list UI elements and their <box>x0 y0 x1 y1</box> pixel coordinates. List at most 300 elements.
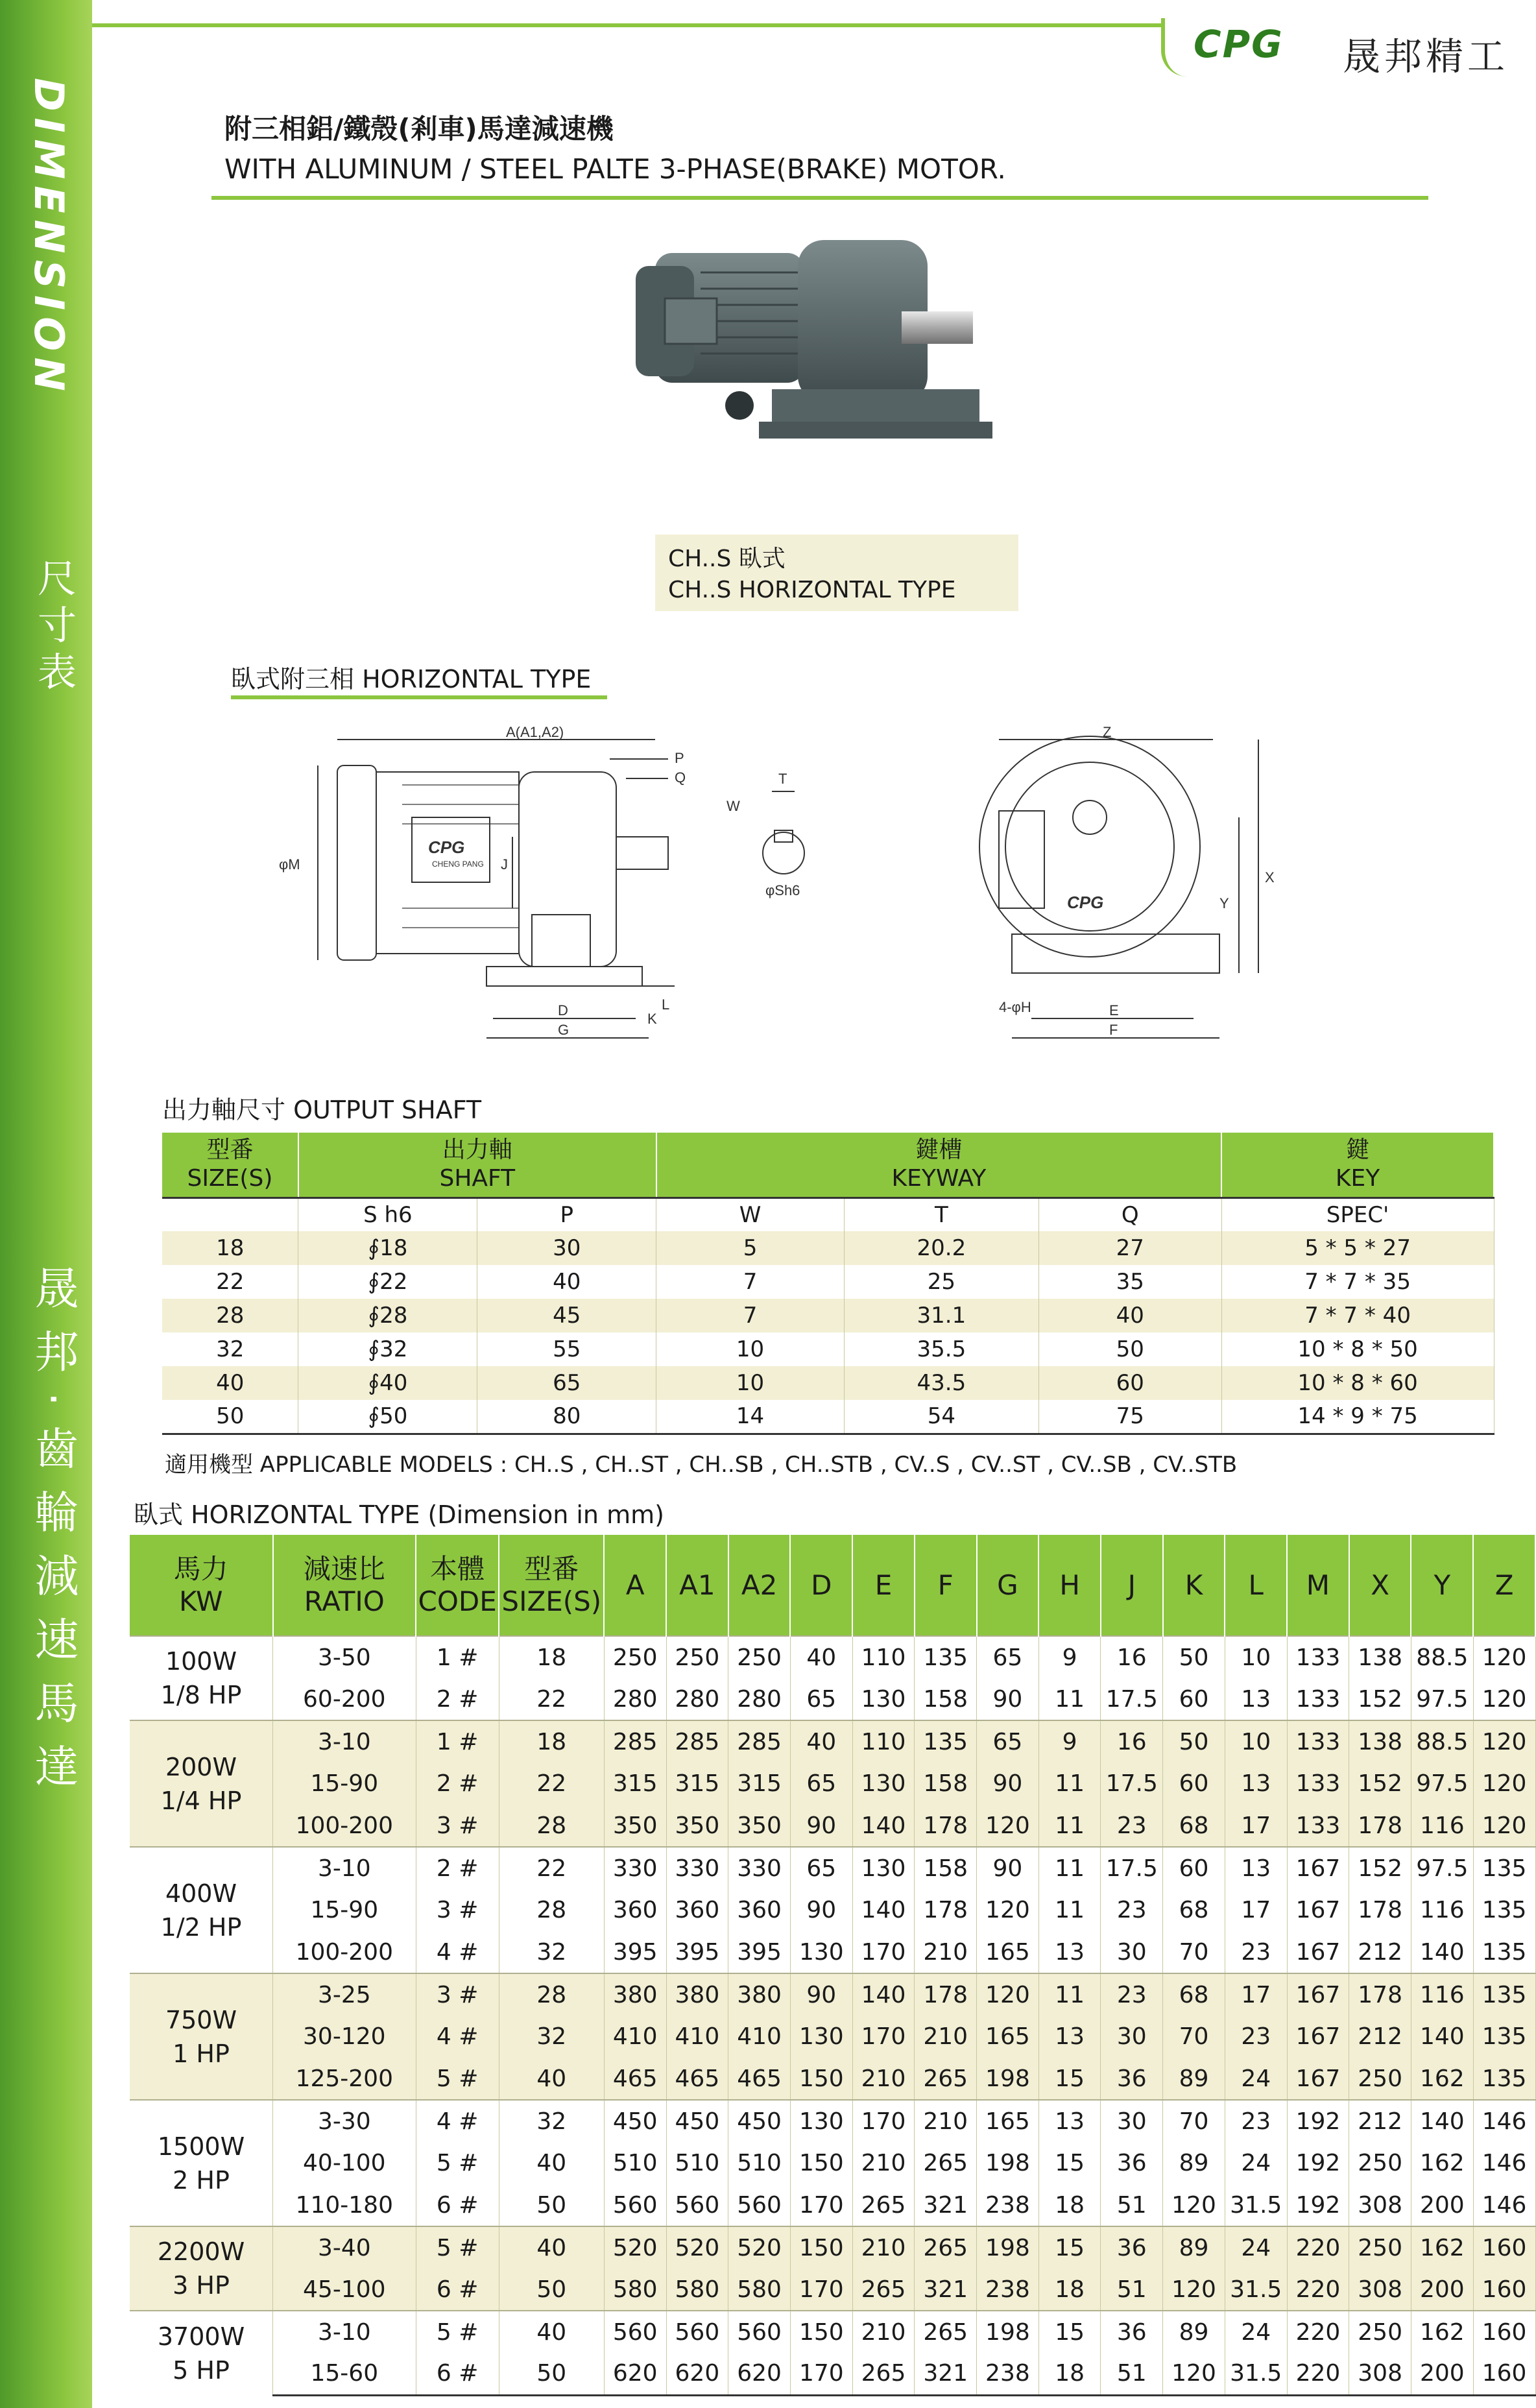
table-row <box>130 1805 1535 1847</box>
table-cell: 5 * 5 * 27 <box>1221 1231 1494 1265</box>
table-row <box>130 1720 1535 1763</box>
table-cell: 170 <box>790 2269 852 2311</box>
table-cell: 89 <box>1163 2058 1225 2100</box>
table-cell: 120 <box>1473 1636 1535 1678</box>
table-cell: 70 <box>1163 2100 1225 2142</box>
table-cell: 150 <box>790 2226 852 2269</box>
output-shaft-body <box>162 1198 1494 1434</box>
table-cell: 178 <box>915 1805 977 1847</box>
table-cell: 265 <box>915 2311 977 2353</box>
table-cell: ∮18 <box>298 1231 477 1265</box>
caption-line-1: CH..S 臥式 <box>668 546 786 572</box>
table-cell: 10 <box>1225 1636 1287 1678</box>
header-cell: F <box>915 1535 977 1636</box>
table-cell: 100-200 <box>273 1931 416 1973</box>
table-row <box>130 2058 1535 2100</box>
table-cell: 150 <box>790 2142 852 2184</box>
dim-M: φM <box>279 856 300 873</box>
table-cell: 250 <box>1349 2226 1411 2269</box>
table-cell: 135 <box>1473 2016 1535 2058</box>
table-cell: 178 <box>915 1973 977 2016</box>
table-cell: 192 <box>1287 2100 1349 2142</box>
table-cell: 10 <box>656 1366 845 1400</box>
table-cell: 465 <box>666 2058 728 2100</box>
table-cell: 97.5 <box>1411 1678 1473 1720</box>
table-cell: 140 <box>852 1973 915 2016</box>
table-cell: 11 <box>1038 1763 1101 1805</box>
table-row <box>162 1366 1494 1400</box>
table-cell: 30 <box>477 1231 656 1265</box>
table-cell: 30 <box>1101 2100 1163 2142</box>
table-cell: 40 <box>477 1265 656 1299</box>
dim-Q: Q <box>675 769 686 786</box>
table-cell: ∮22 <box>298 1265 477 1299</box>
table-cell: 89 <box>1163 2311 1225 2353</box>
table-cell: 220 <box>1287 2269 1349 2311</box>
table-cell: 162 <box>1411 2142 1473 2184</box>
table-cell: 133 <box>1287 1678 1349 1720</box>
table-cell: 265 <box>852 2269 915 2311</box>
table-cell: 410 <box>604 2016 666 2058</box>
table-cell: 55 <box>477 1332 656 1366</box>
table-cell: 170 <box>790 2184 852 2226</box>
table-cell: 60 <box>1163 1763 1225 1805</box>
table-cell: 22 <box>499 1763 604 1805</box>
table-cell: 198 <box>977 2311 1039 2353</box>
table-cell: 198 <box>977 2142 1039 2184</box>
table-cell: 90 <box>790 1889 852 1931</box>
table-cell: 31.5 <box>1225 2269 1287 2311</box>
table-cell: 165 <box>977 1931 1039 1973</box>
table-cell: 162 <box>1411 2311 1473 2353</box>
table-cell: 40 <box>499 2226 604 2269</box>
table-cell: 150 <box>790 2311 852 2353</box>
table-cell: 31.5 <box>1225 2353 1287 2395</box>
dim-P: P <box>675 750 684 766</box>
table-cell: 7 <box>656 1265 845 1299</box>
table-cell: 23 <box>1225 1931 1287 1973</box>
table-cell: 43.5 <box>844 1366 1038 1400</box>
power-cell: 200W 1/4 HP <box>130 1720 273 1847</box>
table-cell: 220 <box>1287 2353 1349 2395</box>
table-cell: 50 <box>1038 1332 1221 1366</box>
dim-K: K <box>647 1011 657 1027</box>
table-cell: 120 <box>1473 1720 1535 1763</box>
table-cell: 116 <box>1411 1889 1473 1931</box>
table-cell: 65 <box>477 1366 656 1400</box>
table-cell: 360 <box>604 1889 666 1931</box>
table-cell: 135 <box>1473 1931 1535 1973</box>
table-cell: 198 <box>977 2226 1039 2269</box>
table-cell: 23 <box>1101 1805 1163 1847</box>
table-cell: 250 <box>666 1636 728 1678</box>
title-underline <box>211 196 1428 200</box>
table-cell: 135 <box>915 1720 977 1763</box>
table-cell: 140 <box>852 1889 915 1931</box>
table-cell: 265 <box>852 2353 915 2395</box>
header-cell: K <box>1163 1535 1225 1636</box>
table-cell: 210 <box>915 2100 977 2142</box>
table-cell: 133 <box>1287 1763 1349 1805</box>
table-cell: 80 <box>477 1400 656 1434</box>
table-cell: 23 <box>1101 1889 1163 1931</box>
table-cell: 380 <box>666 1973 728 2016</box>
table-cell: 330 <box>666 1847 728 1889</box>
table-cell: 24 <box>1225 2311 1287 2353</box>
table-cell: 146 <box>1473 2100 1535 2142</box>
table-cell: 130 <box>852 1678 915 1720</box>
table-cell: 50 <box>499 2184 604 2226</box>
table-cell: 51 <box>1101 2353 1163 2395</box>
col-key: 鍵 KEY <box>1221 1133 1494 1198</box>
table-cell: 36 <box>1101 2311 1163 2353</box>
table-cell: 220 <box>1287 2311 1349 2353</box>
table-cell: 410 <box>666 2016 728 2058</box>
table-cell: 97.5 <box>1411 1847 1473 1889</box>
table-cell: 65 <box>790 1763 852 1805</box>
table-cell: 40 <box>499 2142 604 2184</box>
table-cell: 5 # <box>416 2142 499 2184</box>
table-cell: 520 <box>604 2226 666 2269</box>
table-cell: 210 <box>852 2142 915 2184</box>
table-cell: 178 <box>1349 1805 1411 1847</box>
table-cell: 24 <box>1225 2058 1287 2100</box>
table-cell: 285 <box>666 1720 728 1763</box>
brand-name: 晟邦精工 <box>1343 34 1509 78</box>
table-cell: 167 <box>1287 1973 1349 2016</box>
table-cell: 510 <box>604 2142 666 2184</box>
table-cell: 465 <box>728 2058 791 2100</box>
table-cell: 89 <box>1163 2142 1225 2184</box>
table-cell: 170 <box>852 2100 915 2142</box>
table-cell: 250 <box>1349 2311 1411 2353</box>
header-cell: Z <box>1473 1535 1535 1636</box>
table-cell: 200 <box>1411 2269 1473 2311</box>
table-cell: 9 <box>1038 1720 1101 1763</box>
table-cell: 238 <box>977 2269 1039 2311</box>
table-cell: 13 <box>1038 1931 1101 1973</box>
dim-X: X <box>1265 869 1275 885</box>
drawing-logo-sub: CHENG PANG <box>432 860 484 869</box>
table-cell: 28 <box>499 1805 604 1847</box>
table-cell: 100-200 <box>273 1805 416 1847</box>
table-cell: 250 <box>604 1636 666 1678</box>
table-cell: 450 <box>604 2100 666 2142</box>
table-cell: 40 <box>499 2311 604 2353</box>
table-cell: 32 <box>499 2100 604 2142</box>
dim-Sh6: φSh6 <box>765 882 800 898</box>
table-cell: 45 <box>477 1299 656 1332</box>
table-cell: 10 <box>1225 1720 1287 1763</box>
table-cell: 15-90 <box>273 1763 416 1805</box>
table-cell: 18 <box>1038 2353 1101 2395</box>
table-cell: 580 <box>604 2269 666 2311</box>
table-cell: 160 <box>1473 2226 1535 2269</box>
table-cell: 97.5 <box>1411 1763 1473 1805</box>
table-cell: 50 <box>162 1400 298 1434</box>
table-cell: 4 # <box>416 2100 499 2142</box>
brand-logo: CPG <box>1194 22 1284 66</box>
table-cell: 13 <box>1225 1847 1287 1889</box>
table-cell: 133 <box>1287 1720 1349 1763</box>
table-row <box>130 1636 1535 1678</box>
table-cell: 68 <box>1163 1973 1225 2016</box>
table-cell: 167 <box>1287 1889 1349 1931</box>
table-cell: 135 <box>915 1636 977 1678</box>
table-cell: 130 <box>790 2100 852 2142</box>
header-cell: E <box>852 1535 915 1636</box>
table-cell: 120 <box>1163 2269 1225 2311</box>
table-cell: 22 <box>499 1678 604 1720</box>
table-cell: 140 <box>852 1805 915 1847</box>
table-cell: 315 <box>728 1763 791 1805</box>
table-cell: 120 <box>1473 1678 1535 1720</box>
table-cell: 13 <box>1038 2100 1101 2142</box>
table-cell: 170 <box>852 1931 915 1973</box>
table-cell: 23 <box>1225 2016 1287 2058</box>
table-cell: 6 # <box>416 2269 499 2311</box>
table-cell: 280 <box>604 1678 666 1720</box>
col-shaft: 出力軸 SHAFT <box>298 1133 656 1198</box>
header-cell: G <box>977 1535 1039 1636</box>
table-cell: 167 <box>1287 2058 1349 2100</box>
table-cell: 11 <box>1038 1847 1101 1889</box>
table-cell: 140 <box>1411 1931 1473 1973</box>
table-cell: 3-10 <box>273 1847 416 1889</box>
table-cell: 560 <box>728 2311 791 2353</box>
table-cell: 321 <box>915 2269 977 2311</box>
table-cell: 65 <box>977 1636 1039 1678</box>
power-cell: 100W 1/8 HP <box>130 1636 273 1720</box>
subheader-cell: S h6 <box>298 1198 477 1231</box>
header-cell: A1 <box>666 1535 728 1636</box>
caption-line-2: CH..S HORIZONTAL TYPE <box>668 577 956 603</box>
dim-D: D <box>558 1002 568 1018</box>
table-row <box>130 1678 1535 1720</box>
table-cell: 308 <box>1349 2184 1411 2226</box>
table-cell: 560 <box>604 2184 666 2226</box>
power-cell: 400W 1/2 HP <box>130 1847 273 1973</box>
output-shaft-table <box>162 1133 1494 1435</box>
table-cell: 24 <box>1225 2142 1287 2184</box>
table-cell: 11 <box>1038 1805 1101 1847</box>
table-cell: 68 <box>1163 1889 1225 1931</box>
dim-G: G <box>558 1022 570 1038</box>
table-row <box>162 1332 1494 1366</box>
table-cell: 16 <box>1101 1720 1163 1763</box>
header-cell: 本體 CODE <box>416 1535 499 1636</box>
table-cell: 560 <box>666 2311 728 2353</box>
table-cell: 178 <box>1349 1973 1411 2016</box>
table-cell: 308 <box>1349 2353 1411 2395</box>
table-cell: 265 <box>915 2142 977 2184</box>
table-cell: 450 <box>728 2100 791 2142</box>
table-cell: 27 <box>1038 1231 1221 1265</box>
table-cell: 146 <box>1473 2184 1535 2226</box>
table-cell: 15 <box>1038 2142 1101 2184</box>
table-cell: 3-50 <box>273 1636 416 1678</box>
dim-L: L <box>662 996 670 1013</box>
table-cell: 51 <box>1101 2269 1163 2311</box>
table-cell: 321 <box>915 2184 977 2226</box>
table-cell: 350 <box>728 1805 791 1847</box>
table-cell: 160 <box>1473 2269 1535 2311</box>
table-cell: 14 * 9 * 75 <box>1221 1400 1494 1434</box>
table-cell: 60 <box>1038 1366 1221 1400</box>
subheader-cell: SPEC' <box>1221 1198 1494 1231</box>
table-cell: 110 <box>852 1720 915 1763</box>
table-row <box>162 1299 1494 1332</box>
table-cell: 178 <box>915 1889 977 1931</box>
table-cell: 178 <box>1349 1889 1411 1931</box>
table-cell: 192 <box>1287 2184 1349 2226</box>
table-cell: 65 <box>790 1847 852 1889</box>
table-cell: 395 <box>604 1931 666 1973</box>
table-cell: 17.5 <box>1101 1763 1163 1805</box>
photo-caption <box>655 535 1018 611</box>
table-cell: 152 <box>1349 1763 1411 1805</box>
table-cell: 167 <box>1287 1931 1349 1973</box>
table-row <box>130 2226 1535 2269</box>
table-cell: 90 <box>977 1847 1039 1889</box>
table-cell: 220 <box>1287 2226 1349 2269</box>
table-cell: 330 <box>604 1847 666 1889</box>
table-cell: 510 <box>728 2142 791 2184</box>
side-company-zh: 晟邦·齒輪減速馬達 <box>27 1265 78 1807</box>
table-cell: 15 <box>1038 2226 1101 2269</box>
table-cell: 560 <box>728 2184 791 2226</box>
power-cell: 750W 1 HP <box>130 1973 273 2100</box>
table-cell: 250 <box>1349 2142 1411 2184</box>
table-cell: 130 <box>852 1847 915 1889</box>
power-cell: 2200W 3 HP <box>130 2226 273 2311</box>
table-cell: 90 <box>977 1763 1039 1805</box>
table-cell: 32 <box>162 1332 298 1366</box>
table-cell: 40 <box>499 2058 604 2100</box>
table-cell: 9 <box>1038 1636 1101 1678</box>
table-cell: 50 <box>1163 1720 1225 1763</box>
table-cell: 40 <box>1038 1299 1221 1332</box>
table-cell: 89 <box>1163 2226 1225 2269</box>
table-cell: 210 <box>915 2016 977 2058</box>
table-cell: 620 <box>728 2353 791 2395</box>
table-cell: 60-200 <box>273 1678 416 1720</box>
table-cell: 18 <box>1038 2269 1101 2311</box>
table-cell: 40 <box>790 1636 852 1678</box>
header-cell: H <box>1038 1535 1101 1636</box>
table-cell: 23 <box>1101 1973 1163 2016</box>
table-cell: 210 <box>915 1931 977 1973</box>
table-cell: 20.2 <box>844 1231 1038 1265</box>
table-cell: 18 <box>499 1636 604 1678</box>
table-cell: 13 <box>1038 2016 1101 2058</box>
table-cell: 210 <box>852 2226 915 2269</box>
table-cell: 2 # <box>416 1678 499 1720</box>
table-cell: 31.5 <box>1225 2184 1287 2226</box>
table-cell: 2 # <box>416 1847 499 1889</box>
table-cell: ∮32 <box>298 1332 477 1366</box>
drawing-logo: CPG <box>428 837 465 857</box>
table-row <box>130 2269 1535 2311</box>
table-cell: 35 <box>1038 1265 1221 1299</box>
table-cell: 17.5 <box>1101 1847 1163 1889</box>
table-cell: 380 <box>728 1973 791 2016</box>
table-cell: 135 <box>1473 1973 1535 2016</box>
table-cell: 60 <box>1163 1847 1225 1889</box>
table-cell: 465 <box>604 2058 666 2100</box>
table-cell: 285 <box>604 1720 666 1763</box>
table-cell: 120 <box>1163 2353 1225 2395</box>
table-cell: 88.5 <box>1411 1636 1473 1678</box>
table-cell: 200 <box>1411 2353 1473 2395</box>
table-cell: 36 <box>1101 2226 1163 2269</box>
table-cell: 18 <box>162 1231 298 1265</box>
table-cell: ∮50 <box>298 1400 477 1434</box>
table-cell: 30 <box>1101 2016 1163 2058</box>
table-cell: 13 <box>1225 1678 1287 1720</box>
table-cell: 212 <box>1349 1931 1411 1973</box>
table-cell: 315 <box>666 1763 728 1805</box>
section-underline <box>231 695 607 699</box>
table-cell: 120 <box>977 1889 1039 1931</box>
header-cell: Y <box>1411 1535 1473 1636</box>
table-cell: 7 <box>656 1299 845 1332</box>
table-cell: 162 <box>1411 2058 1473 2100</box>
table-cell: 31.1 <box>844 1299 1038 1332</box>
table-cell: 620 <box>666 2353 728 2395</box>
table-cell: 265 <box>915 2058 977 2100</box>
header-cell: 型番 SIZE(S) <box>499 1535 604 1636</box>
table-cell: 28 <box>499 1973 604 2016</box>
table-cell: 360 <box>728 1889 791 1931</box>
table-cell: 280 <box>728 1678 791 1720</box>
table-cell: 212 <box>1349 2100 1411 2142</box>
table-cell: 238 <box>977 2184 1039 2226</box>
dim-W: W <box>726 798 740 814</box>
dimension-table-body <box>130 1636 1535 2395</box>
header-cell: X <box>1349 1535 1411 1636</box>
table-cell: 35.5 <box>844 1332 1038 1366</box>
table-cell: 3-10 <box>273 2311 416 2353</box>
table-row <box>130 2184 1535 2226</box>
table-row <box>130 2353 1535 2395</box>
output-shaft-heading: 出力軸尺寸 OUTPUT SHAFT <box>162 1096 482 1124</box>
table-cell: 23 <box>1225 2100 1287 2142</box>
table-cell: 10 * 8 * 50 <box>1221 1332 1494 1366</box>
table-cell: 321 <box>915 2353 977 2395</box>
table-row <box>130 1847 1535 1889</box>
table-cell: 380 <box>604 1973 666 2016</box>
table-cell: 90 <box>977 1678 1039 1720</box>
dim-F: F <box>1109 1022 1118 1038</box>
table-cell: 135 <box>1473 2058 1535 2100</box>
table-cell: 158 <box>915 1763 977 1805</box>
table-cell: 395 <box>666 1931 728 1973</box>
table-cell: 32 <box>499 2016 604 2058</box>
table-cell: 3-10 <box>273 1720 416 1763</box>
table-cell: 40 <box>790 1720 852 1763</box>
table-cell: 125-200 <box>273 2058 416 2100</box>
header-cell: D <box>790 1535 852 1636</box>
table-cell: 11 <box>1038 1889 1101 1931</box>
table-cell: 165 <box>977 2100 1039 2142</box>
table-cell: 167 <box>1287 1847 1349 1889</box>
side-title-zh: 尺寸表 <box>31 558 77 698</box>
table-cell: 315 <box>604 1763 666 1805</box>
table-cell: 130 <box>790 2016 852 2058</box>
table-cell: 36 <box>1101 2142 1163 2184</box>
table-cell: 167 <box>1287 2016 1349 2058</box>
